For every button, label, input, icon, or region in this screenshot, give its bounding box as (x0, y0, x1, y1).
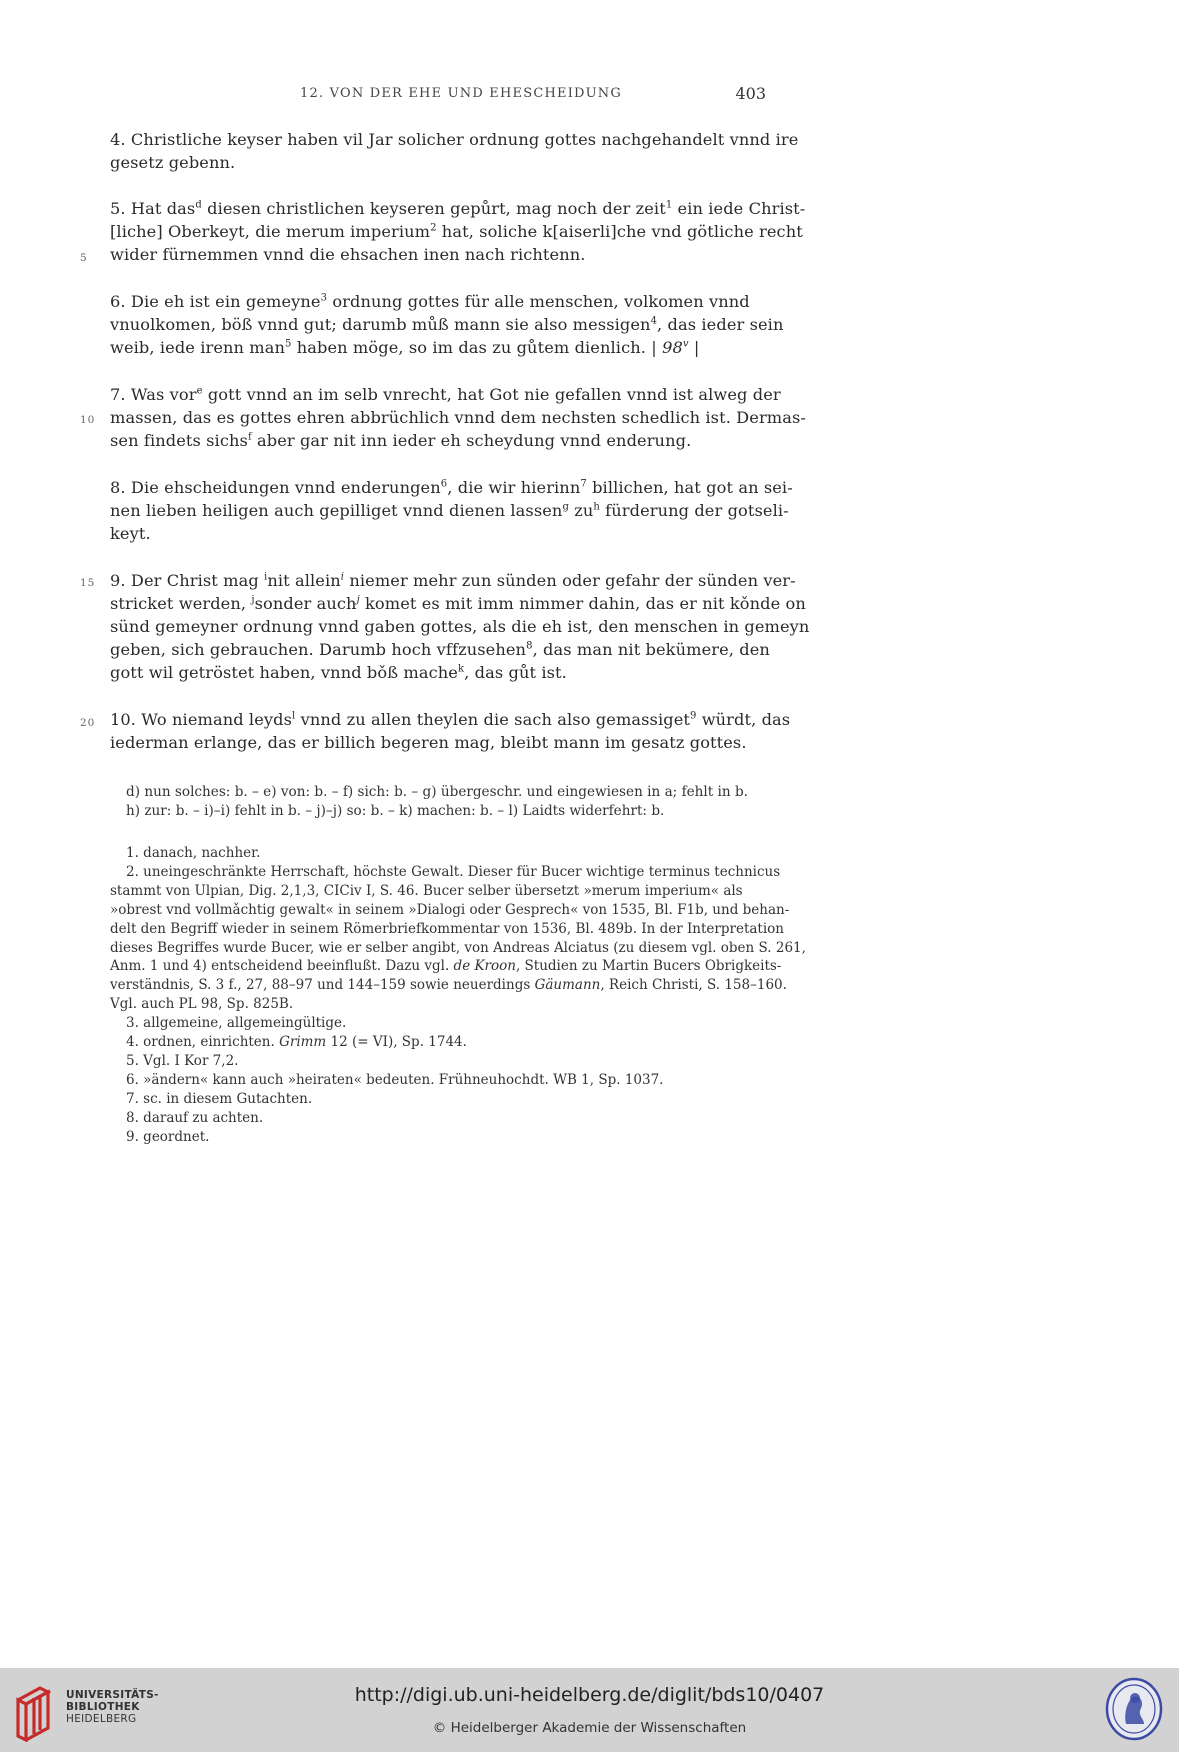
text-line: gott wil getröstet haben, vnnd bǒß mache$^k$, das gůt ist. (110, 663, 567, 682)
line-marker-10: 10 (80, 414, 96, 426)
paragraph-6 (110, 290, 784, 359)
note-1: 1. danach, nachher. (126, 845, 261, 861)
note-6: 6. »ändern« kann auch »heiraten« bedeuten. Frühneuhochdt. WB 1, Sp. 1037. (126, 1071, 664, 1088)
text-line: 10. Wo niemand leyds$^l$ vnnd zu allen theylen die sach also gemassiget$^9$ würdt, das (110, 710, 791, 729)
text-line: 4. Christliche keyser haben vil Jar solicher ordnung gottes nachgehandelt vnnd ire (110, 130, 799, 149)
page-number: 403 (735, 84, 766, 103)
text-line: massen, das es gottes ehren abbrüchlich vnnd dem nechsten schedlich ist. Dermas- (110, 408, 806, 427)
note-2-line: »obrest vnd vollmǎchtig gewalt« in seinem »Dialogi oder Gesprech« von 1535, Bl. F1b, und behan- (110, 901, 790, 918)
paragraph-5 (110, 197, 806, 266)
footer-bar (0, 1668, 1179, 1752)
line-marker-15: 15 (80, 577, 96, 589)
critical-apparatus (110, 783, 766, 821)
text-line: 5. Hat das$^d$ diesen christlichen keyseren gepůrt, mag noch der zeit$^1$ ein iede Christ- (110, 199, 806, 218)
text-line: geben, sich gebrauchen. Darumb hoch vffzusehen$^8$, das man nit bekümere, den (110, 640, 770, 659)
library-name[interactable]: UNIVERSITÄTS- BIBLIOTHEK HEIDELBERG (66, 1689, 159, 1725)
note-4: 4. ordnen, einrichten. Grimm 12 (= VI), Sp. 1744. (126, 1034, 467, 1051)
text-line: iederman erlange, das er billich begeren mag, bleibt mann im gesatz gottes. (110, 733, 747, 752)
permalink-url[interactable]: http://digi.ub.uni-heidelberg.de/diglit/bds10/0407 (354, 1684, 825, 1706)
apparatus-line: h) zur: b. – i)–i) fehlt in b. – j)–j) so: b. – k) machen: b. – l) Laidts widerfehrt: b. (126, 803, 665, 819)
footnote-ref: 5 (285, 338, 292, 350)
author-name: Grimm (279, 1034, 327, 1051)
note-8: 8. darauf zu achten. (126, 1109, 264, 1126)
apparatus-ref: i (340, 571, 345, 583)
apparatus-ref: e (196, 385, 203, 397)
apparatus-ref: i (264, 571, 268, 583)
author-name: Gäumann (534, 977, 601, 994)
footnote-ref: 7 (580, 478, 587, 490)
apparatus-ref: g (562, 501, 569, 513)
footnote-ref: 8 (526, 640, 533, 652)
paragraph-8 (110, 476, 793, 545)
text-line: sen findets sichs$^f$ aber gar nit inn ieder eh scheydung vnnd enderung. (110, 431, 692, 450)
running-head (110, 84, 766, 108)
text-line: 8. Die ehscheidungen vnnd enderungen$^6$, die wir hierinn$^7$ billichen, hat got an sei- (110, 478, 793, 497)
text-line: sünd gemeyner ordnung vnnd gaben gottes, als die eh ist, den menschen in gemeyn (110, 617, 810, 636)
note-2-line: dieses Begriffes wurde Bucer, wie er selber angibt, von Andreas Alciatus (zu diesem vgl. oben S. 261, (110, 939, 806, 956)
apparatus-ref: j (356, 594, 360, 606)
note-2: 2. uneingeschränkte Herrschaft, höchste Gewalt. Dieser für Bucer wichtige terminus technicus (126, 863, 781, 880)
apparatus-ref: d (195, 199, 202, 211)
note-2-line: delt den Begriff wieder in seinem Römerbriefkommentar von 1536, Bl. 489b. In der Interpretation (110, 920, 784, 937)
text-line: gesetz gebenn. (110, 153, 236, 172)
note-2-line: Vgl. auch PL 98, Sp. 825B. (110, 996, 294, 1013)
folio-side: v (682, 338, 689, 350)
paragraph-9 (110, 569, 810, 684)
text-line: vnuolkomen, böß vnnd gut; darumb můß mann sie also messigen$^4$, das ieder sein (110, 315, 784, 334)
author-name: de Kroon (453, 958, 516, 975)
folio-number: 98 (662, 338, 683, 357)
copyright-notice: © Heidelberger Akademie der Wissenschaften (432, 1720, 747, 1736)
text-line: 7. Was vor$^e$ gott vnnd an im selb vnrecht, hat Got nie gefallen vnnd ist alweg der (110, 385, 781, 404)
text-line: 9. Der Christ mag $^i$nit allein$^i$ niemer mehr zun sünden oder gefahr der sünden ver- (110, 571, 796, 590)
academy-seal-icon (1104, 1676, 1164, 1742)
text-line: weib, iede irenn man$^5$ haben möge, so im das zu gůtem dienlich. | 98$^v$ | (110, 338, 700, 357)
footnote-ref: 9 (689, 710, 697, 722)
text-line: stricket werden, $^j$sonder auch$^j$ komet es mit imm nimmer dahin, das er nit kǒnde on (110, 594, 806, 613)
line-marker-5: 5 (80, 252, 88, 264)
paragraph-10 (110, 708, 791, 754)
text-line: keyt. (110, 524, 151, 543)
text-line: wider fürnemmen vnnd die ehsachen inen nach richtenn. (110, 245, 586, 264)
footnote-ref: 1 (665, 199, 673, 211)
apparatus-ref: j (251, 594, 255, 606)
note-9: 9. geordnet. (126, 1128, 210, 1145)
footnote-ref: 6 (440, 478, 448, 490)
note-2-line: stammt von Ulpian, Dig. 2,1,3, CICiv I, S. 46. Bucer selber übersetzt »merum imperium« als (110, 882, 743, 899)
note-2-line: Anm. 1 und 4) entscheidend beeinflußt. Dazu vgl. de Kroon, Studien zu Martin Bucers Obrigkeits- (110, 958, 782, 975)
paragraph-4 (110, 128, 799, 174)
footnote-ref: 4 (650, 315, 658, 327)
footnote-ref: 3 (320, 292, 328, 304)
apparatus-ref: l (292, 710, 296, 722)
text-line: 6. Die eh ist ein gemeyne$^3$ ordnung gottes für alle menschen, volkomen vnnd (110, 292, 750, 311)
note-2-line: verständnis, S. 3 f., 27, 88–97 und 144–159 sowie neuerdings Gäumann, Reich Christi, S. 158–160. (110, 977, 787, 994)
footnote-ref: 2 (430, 222, 437, 234)
apparatus-ref: h (593, 501, 600, 513)
apparatus-line: d) nun solches: b. – e) von: b. – f) sich: b. – g) übergeschr. und eingewiesen in a; fehlt in b. (126, 784, 748, 800)
apparatus-ref: k (457, 663, 465, 675)
note-7: 7. sc. in diesem Gutachten. (126, 1090, 313, 1107)
note-3: 3. allgemeine, allgemeingültige. (126, 1015, 347, 1032)
running-title: 12. VON DER EHE UND EHESCHEIDUNG (300, 86, 622, 101)
text-line: [liche] Oberkeyt, die merum imperium$^2$ hat, soliche k[aiserli]che vnd götliche recht (110, 222, 803, 241)
apparatus-ref: f (247, 431, 252, 443)
text-line: nen lieben heiligen auch gepilliget vnnd dienen lassen$^g$ $zu^h$ fürderung der gotseli- (110, 501, 789, 520)
note-5: 5. Vgl. I Kor 7,2. (126, 1052, 239, 1069)
paragraph-7 (110, 383, 806, 452)
line-marker-20: 20 (80, 717, 96, 729)
commentary-notes (110, 844, 806, 1147)
